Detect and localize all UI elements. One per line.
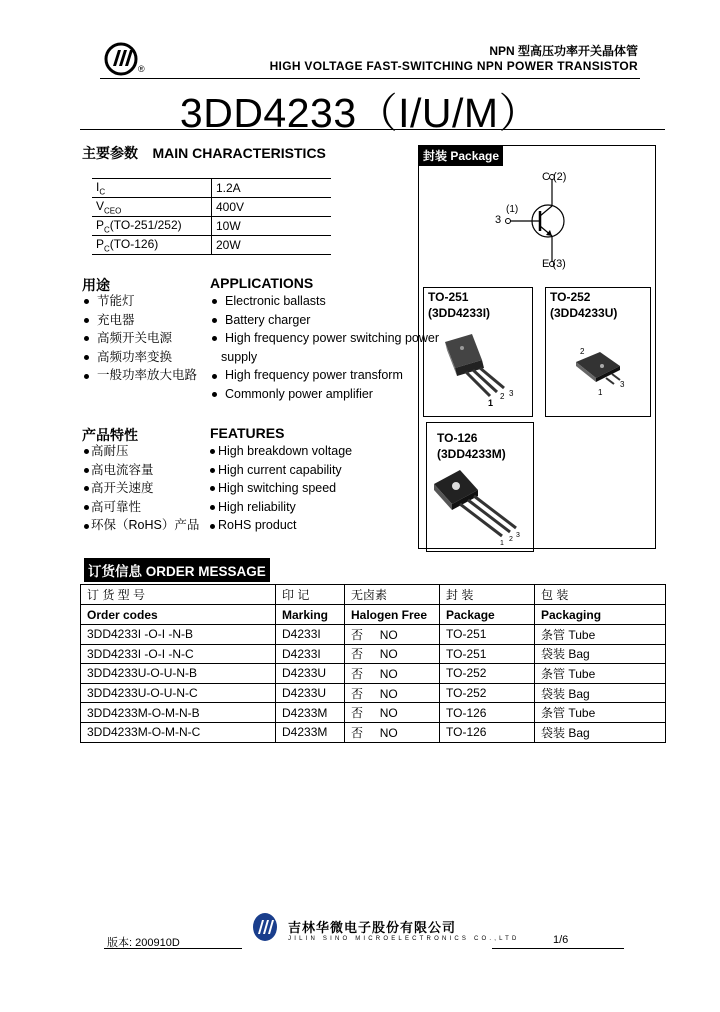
table-row	[81, 625, 666, 645]
list-item: Electronic ballasts	[212, 292, 439, 311]
order-header-row-cn	[81, 585, 666, 605]
order-code: 3DD4233U-O-U-N-C	[81, 683, 276, 703]
table-row	[81, 722, 666, 742]
bullet-icon	[210, 486, 215, 491]
list-item: 高耐压	[84, 442, 199, 461]
pin-b-number: 3	[495, 214, 502, 226]
order-header-row-en	[81, 605, 666, 625]
bullet-icon	[84, 468, 89, 473]
col-header-en: Marking	[276, 605, 345, 625]
page-title: 3DD4233（I/U/M）	[179, 90, 541, 136]
to126-pin3: 3	[516, 532, 520, 539]
table-row	[81, 664, 666, 684]
list-item: 高可靠性	[84, 498, 199, 517]
spec-value: 400V	[212, 198, 332, 217]
col-header-cn: 封 装	[440, 585, 535, 605]
packaging: 条管 Tube	[535, 703, 666, 723]
list-item: 充电器	[84, 311, 197, 330]
packaging: 袋装 Bag	[535, 722, 666, 742]
to126-package-icon	[430, 466, 522, 546]
to252-pin3: 3	[620, 380, 625, 389]
marking: D4233M	[276, 703, 345, 723]
bullet-icon	[84, 299, 89, 304]
pin-c-label: C (2)	[542, 171, 567, 183]
list-item: 一般功率放大电路	[84, 366, 197, 385]
spec-row	[92, 179, 331, 198]
list-item: 节能灯	[84, 292, 197, 311]
list-item: High frequency power switching power	[212, 329, 439, 348]
order-code: 3DD4233M-O-M-N-C	[81, 722, 276, 742]
halogen-free: 否 NO	[345, 722, 440, 742]
spec-param: $P_C(TO-251/252)$	[92, 217, 212, 236]
halogen-free: 否 NO	[345, 644, 440, 664]
npn-transistor-symbol-icon	[490, 168, 590, 274]
halogen-free: 否 NO	[345, 664, 440, 684]
bullet-icon	[212, 336, 217, 341]
to251-part: (3DD4233I)	[428, 306, 491, 320]
to126-part: (3DD4233M)	[437, 447, 506, 461]
col-header-en: Halogen Free	[345, 605, 440, 625]
col-header-cn: 印 记	[276, 585, 345, 605]
footer-company-cn: 吉林华微电子股份有限公司	[288, 920, 457, 935]
spec-param: $V_{CEO}$	[92, 198, 212, 217]
package: TO-252	[440, 664, 535, 684]
list-item: High current capability	[210, 461, 352, 480]
list-item: 高电流容量	[84, 461, 199, 480]
bullet-icon	[84, 355, 89, 360]
features-heading-en: FEATURES	[210, 425, 285, 441]
spec-param: $P_C(TO-126)$	[92, 236, 212, 255]
footer-divider-left	[104, 948, 242, 949]
bullet-icon	[84, 336, 89, 341]
col-header-en: Order codes	[81, 605, 276, 625]
list-item: RoHS product	[210, 516, 352, 535]
list-item: High frequency power transform	[212, 366, 439, 385]
package-heading: 封装 Package	[419, 146, 503, 166]
list-item: supply	[221, 349, 258, 364]
to251-package-icon	[440, 330, 520, 408]
packaging: 袋装 Bag	[535, 644, 666, 664]
col-header-cn: 无卤素	[345, 585, 440, 605]
applications-list-en	[212, 292, 439, 404]
title-divider	[80, 129, 665, 130]
table-row	[81, 683, 666, 703]
features-list-cn	[84, 442, 199, 535]
bullet-icon	[210, 524, 215, 529]
to126-pin2: 2	[509, 536, 513, 543]
order-code: 3DD4233I -O-I -N-C	[81, 644, 276, 664]
pin-b-label: (1)	[506, 204, 519, 215]
footer-divider-right	[492, 948, 624, 949]
features-list-en	[210, 442, 352, 535]
main-char-heading-en: MAIN CHARACTERISTICS	[152, 145, 326, 161]
halogen-free: 否 NO	[345, 703, 440, 723]
packaging: 袋装 Bag	[535, 683, 666, 703]
bullet-icon	[84, 374, 89, 379]
spec-param: $I_C$	[92, 179, 212, 198]
spec-row	[92, 217, 331, 236]
to251-pin2: 2	[500, 392, 505, 401]
spec-value: 10W	[212, 217, 332, 236]
marking: D4233U	[276, 683, 345, 703]
marking: D4233M	[276, 722, 345, 742]
applications-list-cn	[84, 292, 197, 385]
list-item: High switching speed	[210, 479, 352, 498]
packaging: 条管 Tube	[535, 664, 666, 684]
pin-e-label: E (3)	[542, 258, 566, 270]
order-code: 3DD4233I -O-I -N-B	[81, 625, 276, 645]
package: TO-252	[440, 683, 535, 703]
list-item: High reliability	[210, 498, 352, 517]
bullet-icon	[84, 486, 89, 491]
to252-pin2: 2	[580, 347, 585, 356]
footer-version: 版本: 200910D	[107, 937, 180, 949]
list-item: Battery charger	[212, 311, 439, 330]
order-heading: 订货信息 ORDER MESSAGE	[84, 558, 270, 582]
main-char-heading	[82, 143, 326, 163]
spec-row	[92, 198, 331, 217]
bullet-icon	[212, 318, 217, 323]
order-code: 3DD4233M-O-M-N-B	[81, 703, 276, 723]
company-logo	[104, 42, 148, 76]
spec-value: 1.2A	[212, 179, 332, 198]
main-char-table	[92, 178, 331, 255]
bullet-icon	[84, 318, 89, 323]
packaging: 条管 Tube	[535, 625, 666, 645]
bullet-icon	[210, 449, 215, 454]
registered-mark: ®	[138, 64, 145, 74]
to252-pin1: 1	[598, 388, 603, 397]
col-header-cn: 包 装	[535, 585, 666, 605]
to126-pin1: 1	[500, 540, 504, 547]
col-header-cn: 订 货 型 号	[81, 585, 276, 605]
features-heading-cn: 产品特性	[82, 427, 138, 443]
spec-row	[92, 236, 331, 255]
halogen-free: 否 NO	[345, 625, 440, 645]
list-item: High breakdown voltage	[210, 442, 352, 461]
halogen-free: 否 NO	[345, 683, 440, 703]
header-en-subtitle: HIGH VOLTAGE FAST-SWITCHING NPN POWER TRANSISTOR	[269, 59, 638, 73]
list-item: Commonly power amplifier	[212, 385, 439, 404]
table-row	[81, 644, 666, 664]
to252-name: TO-252	[550, 290, 591, 304]
list-item: 高开关速度	[84, 479, 199, 498]
list-item: 高频开关电源	[84, 329, 197, 348]
bullet-icon	[84, 524, 89, 529]
bullet-icon	[210, 468, 215, 473]
order-code: 3DD4233U-O-U-N-B	[81, 664, 276, 684]
package: TO-251	[440, 625, 535, 645]
applications-heading-cn: 用途	[82, 277, 110, 293]
to252-part: (3DD4233U)	[550, 306, 618, 320]
col-header-en: Packaging	[535, 605, 666, 625]
list-item: 环保（RoHS）产品	[84, 516, 199, 535]
bullet-icon	[212, 374, 217, 379]
package: TO-126	[440, 722, 535, 742]
col-header-en: Package	[440, 605, 535, 625]
to251-name: TO-251	[428, 290, 469, 304]
to126-name: TO-126	[437, 431, 478, 445]
package: TO-126	[440, 703, 535, 723]
main-char-heading-cn: 主要参数	[82, 145, 138, 161]
footer-company-en: JILIN SINO MICROELECTRONICS CO.,LTD	[288, 936, 520, 942]
marking: D4233I	[276, 625, 345, 645]
bullet-icon	[210, 505, 215, 510]
table-row	[81, 703, 666, 723]
to251-pin1: 1	[488, 398, 494, 408]
bullet-icon	[212, 299, 217, 304]
order-table	[80, 584, 666, 743]
footer-page-number: 1/6	[553, 934, 569, 946]
marking: D4233U	[276, 664, 345, 684]
footer-company-logo-icon	[252, 912, 278, 942]
list-item: 高频功率变换	[84, 348, 197, 367]
applications-heading-en: APPLICATIONS	[210, 275, 314, 291]
bullet-icon	[84, 449, 89, 454]
spec-value: 20W	[212, 236, 332, 255]
header-cn-subtitle: NPN 型高压功率开关晶体管	[489, 44, 638, 58]
marking: D4233I	[276, 644, 345, 664]
to251-pin3: 3	[509, 389, 514, 398]
header-divider	[100, 78, 640, 79]
bullet-icon	[84, 505, 89, 510]
bullet-icon	[212, 392, 217, 397]
package: TO-251	[440, 644, 535, 664]
